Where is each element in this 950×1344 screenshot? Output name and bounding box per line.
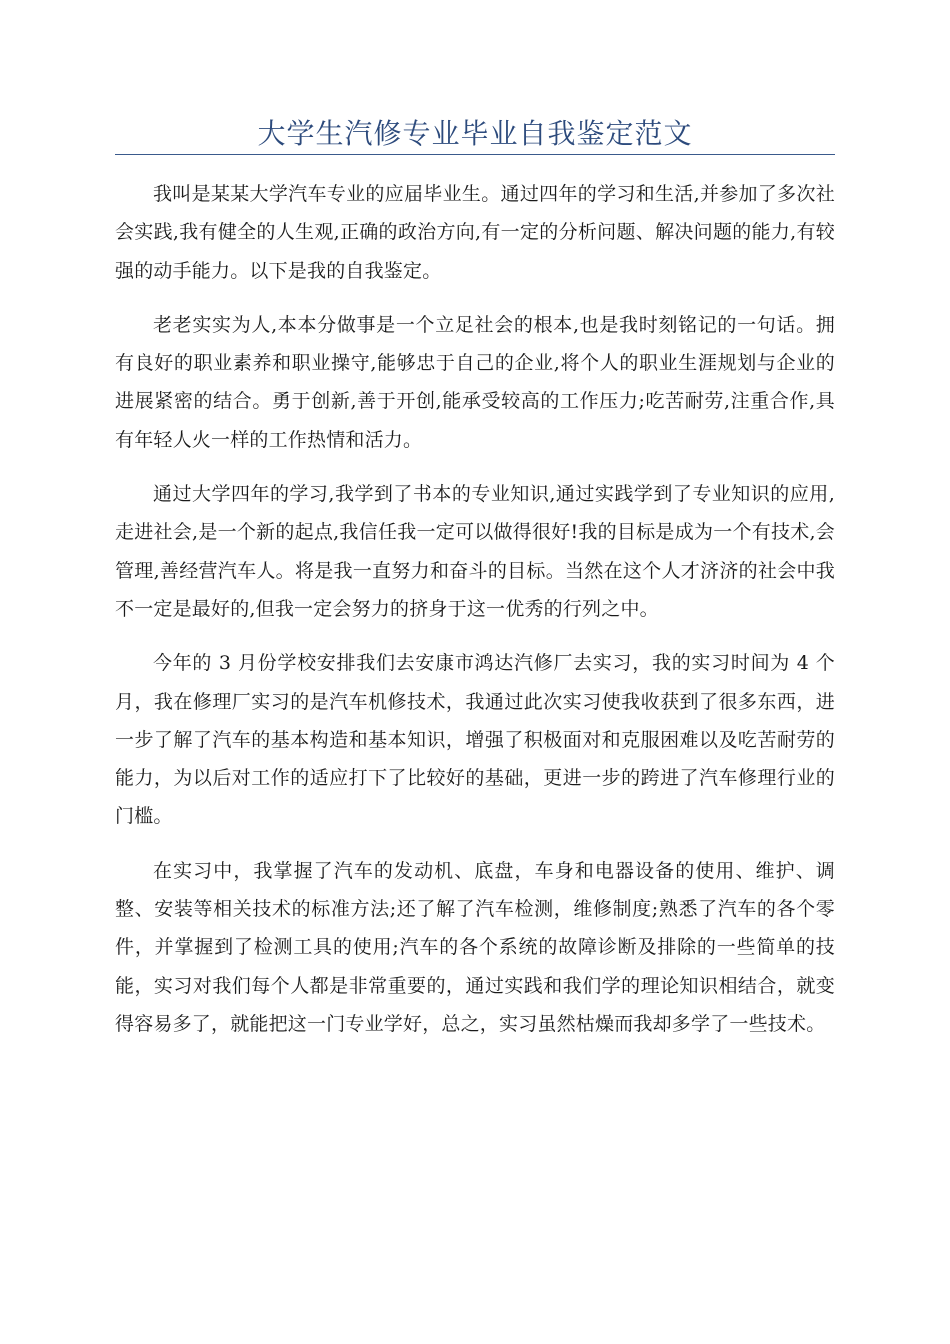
paragraph-intro: 我叫是某某大学汽车专业的应届毕业生。通过四年的学习和生活,并参加了多次社会实践,我有健全的人生观,正确的政治方向,有一定的分析问题、解决问题的能力,有较强的动手能力。以下是我的自我鉴定。 — [115, 183, 835, 282]
paragraph-character: 老老实实为人,本本分做事是一个立足社会的根本,也是我时刻铭记的一句话。拥有良好的职业素养和职业操守,能够忠于自己的企业,将个人的职业生涯规划与企业的进展紧密的结合。勇于创新,善于开创,能承受较高的工作压力;吃苦耐劳,注重合作,具有年轻人火一样的工作热情和活力。 — [115, 313, 835, 451]
title-block — [115, 112, 835, 155]
paragraph-skills: 在实习中，我掌握了汽车的发动机、底盘，车身和电器设备的使用、维护、调整、安装等相关技术的标准方法;还了解了汽车检测，维修制度;熟悉了汽车的各个零件，并掌握到了检测工具的使用;汽车的各个系统的故障诊断及排除的一些简单的技能，实习对我们每个人都是非常重要的，通过实践和我们学的理论知识相结合，就变得容易多了，就能把这一门专业学好，总之，实习虽然枯燥而我却多学了一些技术。 — [115, 859, 835, 1035]
page-title: 大学生汽修专业毕业自我鉴定范文 — [257, 117, 693, 150]
paragraph-study: 通过大学四年的学习,我学到了书本的专业知识,通过实践学到了专业知识的应用,走进社会,是一个新的起点,我信任我一定可以做得很好!我的目标是成为一个有技术,会管理,善经营汽车人。将是我一直努力和奋斗的目标。当然在这个人才济济的社会中我不一定是最好的,但我一定会努力的挤身于这一优秀的行列之中。 — [115, 483, 835, 620]
document-body — [115, 175, 835, 1059]
paragraph-internship: 今年的 3 月份学校安排我们去安康市鸿达汽修厂去实习，我的实习时间为 4 个月，我在修理厂实习的是汽车机修技术，我通过此次实习使我收获到了很多东西，进一步了解了汽车的基本构造和基本知识，增强了积极面对和克服困难以及吃苦耐劳的能力，为以后对工作的适应打下了比较好的基础，更进一步的跨进了汽车修理行业的门槛。 — [115, 652, 835, 828]
